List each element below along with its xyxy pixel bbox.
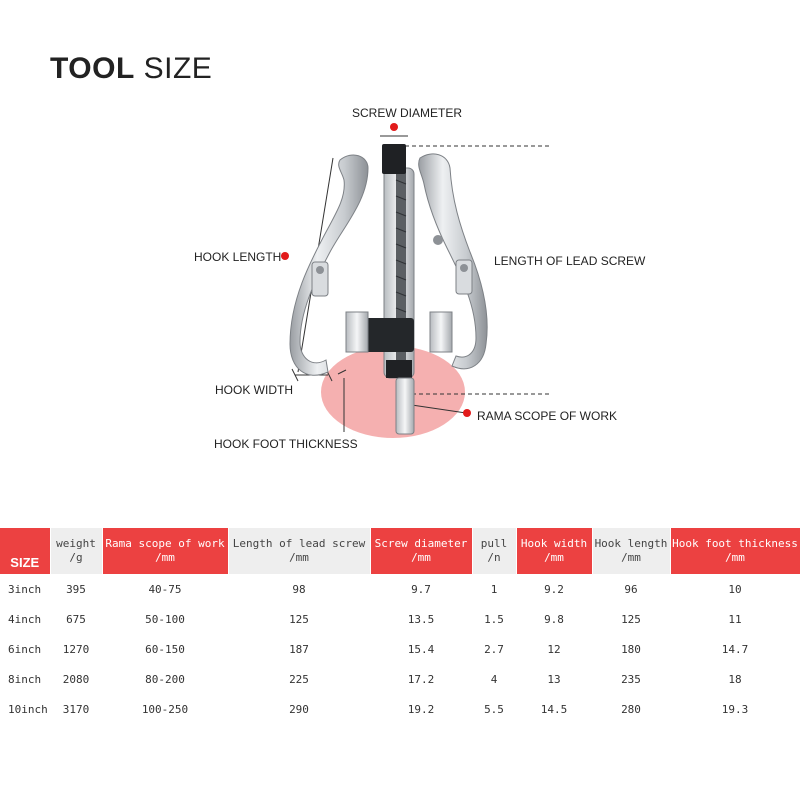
cell-rama-scope: 40-75 [148,582,182,596]
label-hook-width: HOOK WIDTH [215,383,293,397]
cell-hook-width: 9.2 [544,582,564,596]
cell-screw-diameter: 17.2 [407,672,435,686]
cell-hook-length: 96 [624,582,638,596]
cell-weight: 395 [66,582,86,596]
header-unit: /mm [289,551,309,564]
header-hook-width [516,528,592,574]
label-lead-screw-length: LENGTH OF LEAD SCREW [494,254,646,268]
cell-size: 6inch [8,642,42,656]
cell-hook-width: 12 [547,642,561,656]
cell-hook-width: 13 [547,672,561,686]
spindle-tip [386,360,412,378]
cell-size: 10inch [8,702,48,716]
cell-rama-scope: 60-150 [145,642,185,656]
cell-weight: 1270 [62,642,90,656]
cell-weight: 675 [66,612,86,626]
header-screw-diameter [370,528,472,574]
label-rama-scope: RAMA SCOPE OF WORK [477,409,618,423]
cell-weight: 3170 [62,702,90,716]
table-row [0,604,800,634]
cell-hook-foot-thickness: 18 [728,672,742,686]
header-unit: /n [487,551,501,564]
spec-table [0,528,800,724]
header-size: SIZE [0,528,50,574]
cell-hook-width: 14.5 [540,702,568,716]
cell-hook-length: 280 [621,702,641,716]
cell-screw-diameter: 9.7 [411,582,431,596]
cell-pull: 1.5 [484,612,504,626]
header-label: Hook length [594,537,668,550]
cell-lead-screw-length: 98 [292,582,306,596]
cell-screw-diameter: 19.2 [407,702,435,716]
header-lead-screw-length [228,528,370,574]
cell-pull: 5.5 [484,702,504,716]
cell-size: 4inch [8,612,42,626]
header-label: pull [480,537,508,550]
cell-rama-scope: 80-200 [145,672,185,686]
header-unit: /mm [544,551,564,564]
cell-pull: 2.7 [484,642,504,656]
table-header-row [0,528,800,574]
cell-pull: 1 [490,582,498,596]
cell-pull: 4 [490,672,498,686]
cell-hook-length: 125 [621,612,641,626]
header-hook-length [592,528,670,574]
cell-lead-screw-length: 187 [289,642,309,656]
cell-size: 3inch [8,582,42,596]
rama-scope-marker [463,409,471,417]
cell-weight: 2080 [62,672,90,686]
header-hook-foot-thickness [670,528,800,574]
header-label: Length of lead screw [232,537,366,550]
cell-lead-screw-length: 125 [289,612,309,626]
header-unit: /mm [621,551,641,564]
table-row [0,634,800,664]
cell-screw-diameter: 15.4 [407,642,435,656]
header-label: Rama scope of work [105,537,225,550]
title-bold: TOOL [50,52,135,85]
table-row [0,574,800,604]
screw-head [382,144,406,174]
cell-rama-scope: 100-250 [141,702,189,716]
hook-length-marker [281,252,289,260]
cell-hook-foot-thickness: 10 [728,582,742,596]
cell-screw-diameter: 13.5 [407,612,435,626]
header-label: Hook foot thickness [672,537,798,550]
cell-hook-width: 9.8 [544,612,564,626]
header-unit: /g [69,551,83,564]
cell-lead-screw-length: 290 [289,702,309,716]
table-row [0,664,800,694]
header-unit: /mm [411,551,431,564]
cell-hook-foot-thickness: 14.7 [721,642,749,656]
screw-diameter-marker [390,123,398,131]
cell-size: 8inch [8,672,42,686]
header-unit: /mm [725,551,745,564]
header-rama-scope [102,528,228,574]
title-regular: SIZE [143,52,213,85]
cell-hook-foot-thickness: 19.3 [721,702,749,716]
header-label: Screw diameter [374,537,468,550]
cell-hook-foot-thickness: 11 [728,612,742,626]
label-screw-diameter: SCREW DIAMETER [352,106,463,120]
table-row [0,694,800,724]
right-jaw [419,154,488,369]
header-label: weight [56,537,96,550]
label-hook-length: HOOK LENGTH [194,250,282,264]
cell-lead-screw-length: 225 [289,672,309,686]
cell-hook-length: 235 [621,672,641,686]
header-pull [472,528,516,574]
cell-hook-length: 180 [621,642,641,656]
label-hook-foot-thickness: HOOK FOOT THICKNESS [214,437,358,451]
cell-rama-scope: 50-100 [145,612,185,626]
header-unit: /mm [155,551,175,564]
header-label: Hook width [520,537,588,550]
header-weight [50,528,102,574]
